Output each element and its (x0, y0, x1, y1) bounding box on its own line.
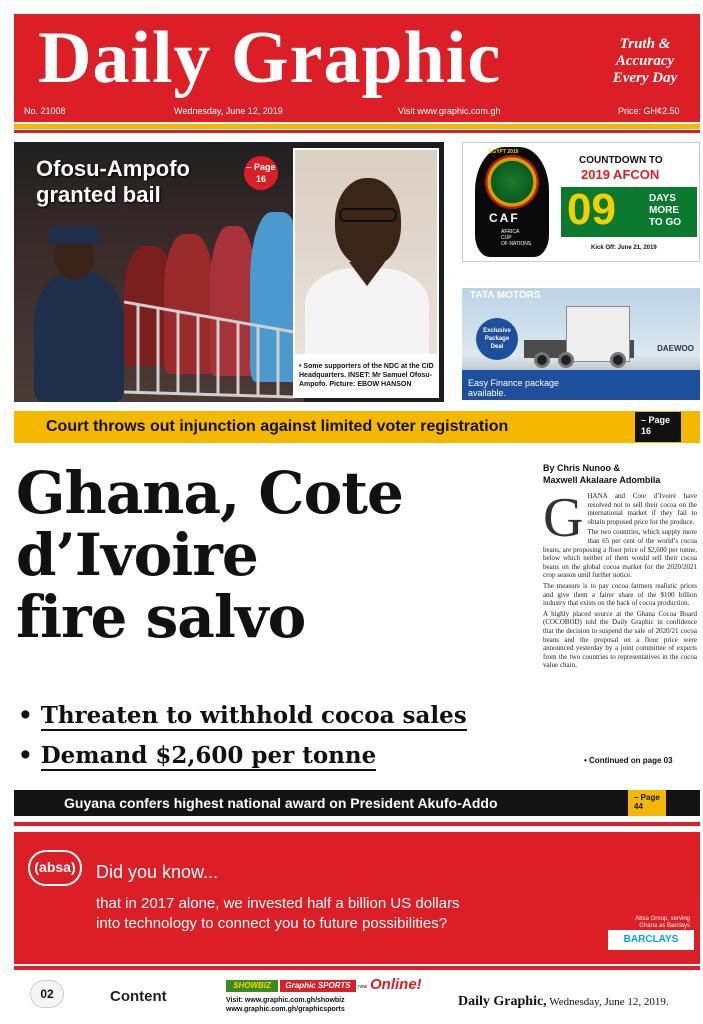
footer-paper-name: Daily Graphic, (458, 994, 547, 1009)
masthead-info-bar (14, 100, 700, 122)
page-number: 16 (255, 174, 266, 184)
online-label: Online! (370, 976, 422, 993)
page-number: 16 (641, 426, 652, 436)
divider (14, 822, 700, 826)
inset-portrait (295, 150, 437, 354)
page-reference-badge[interactable] (244, 156, 278, 190)
barrier-fence (124, 292, 294, 402)
article-body (543, 487, 697, 672)
footer-link[interactable]: Visit: www.graphic.com.gh/showbiz (226, 997, 345, 1004)
badge-line: Exclusive (483, 328, 511, 334)
issue-date: Wednesday, June 12, 2019 (174, 106, 283, 116)
tertiary-headline: Guyana confers highest national award on President Akufo-Addo (64, 795, 498, 811)
absa-ad[interactable] (14, 832, 700, 964)
website-link[interactable]: Visit www.graphic.com.gh (398, 106, 501, 116)
days-label-line: DAYS (649, 193, 676, 204)
paragraph-text: HANA and Cote d’Ivoire have resolved not to sell their cocoa on the international market if they fail to obtain proposed price for the produce. (587, 492, 697, 526)
photo-headline-line: Ofosu-Ampofo (36, 156, 190, 181)
caf-logo (475, 147, 549, 257)
byline-line: Maxwell Akalaare Adombila (543, 475, 661, 485)
byline (543, 462, 660, 486)
byline-line: By Chris Nunoo & (543, 463, 621, 473)
africa-globe-icon (485, 155, 539, 209)
page-reference-badge (635, 412, 681, 442)
barclays-logo: BARCLAYS (608, 930, 694, 950)
days-label-line: TO GO (649, 217, 682, 228)
motto-line: Accuracy (615, 53, 675, 69)
wheel-icon (610, 352, 626, 368)
days-counter (561, 187, 697, 237)
main-headline-line: Ghana, Cote (16, 459, 403, 527)
ad-headline: Did you know... (96, 862, 219, 882)
photo-headline-line: granted bail (36, 182, 161, 207)
headline-bullet: • Threaten to withhold cocoa sales (18, 702, 467, 729)
issue-number: No. 21008 (24, 106, 66, 116)
photo-caption: • Some supporters of the NDC at the CID Headquarters. INSET: Mr Samuel Ofosu-Ampofo. Picture: EBOW HANSON (299, 363, 434, 388)
caf-subtitle-line: OF NATIONS (501, 241, 532, 247)
price: Price: GH¢2.50 (618, 106, 680, 116)
wheel-icon (558, 352, 574, 368)
article-paragraph: The two countries, which supply more than 65 per cent of the world’s cocoa beans, are proposing a floor price of $2,600 per tonne, below which neither of them would sell their cocoa beans on the global cocoa market for the 2020/2021 crop season until further notice. (543, 528, 697, 580)
now-label: now (358, 984, 368, 990)
finance-text (468, 378, 559, 398)
kickoff-date: Kick Off: June 21, 2019 (591, 245, 657, 251)
logo-top-text: EGYPT 2019 (489, 149, 519, 155)
section-label: Content (110, 988, 167, 1005)
daewoo-logo: DAEWOO (657, 344, 694, 353)
page-number-badge: 02 (30, 980, 64, 1008)
main-headline-line: d’Ivoire (16, 521, 258, 589)
finance-line: Easy Finance package (468, 378, 560, 388)
bullet-text: Threaten to withhold cocoa sales (40, 702, 467, 729)
drop-cap: G (543, 487, 584, 549)
footer-dateline (458, 994, 669, 1010)
newspaper-title: Daily Graphic (38, 17, 502, 99)
article-paragraph: The measure is to pay cocoa farmers realistic prices and give them a fairer share of the $100 billion industry that exists on the back of cocoa production. (543, 581, 697, 608)
absa-logo: (absa) (28, 850, 82, 886)
secondary-headline-bar[interactable] (14, 411, 700, 443)
footer-links (226, 996, 345, 1014)
afcon-countdown-ad[interactable] (462, 142, 700, 262)
finance-line: available. (468, 388, 507, 398)
article-paragraph: A highly placed source at the Ghana Cocoa Board (COCOBOD) told the Daily Graphic in confidence that the decision to suspend the sale of 2020/21 cocoa beans and the proposal on a floor price were announced yesterday by a joint committee of experts from the two countries to representatives in the cocoa value chain, (543, 609, 697, 670)
days-label-line: MORE (649, 205, 679, 216)
ad-fineprint (635, 916, 690, 930)
bullet-text: Demand $2,600 per tonne (40, 742, 377, 769)
main-headline-line: fire salvo (16, 583, 306, 651)
police-officer-figure (34, 272, 124, 402)
caf-text: CAF (489, 211, 520, 225)
caf-subtitle (501, 229, 531, 247)
footer-link[interactable]: www.graphic.com.gh/graphicsports (226, 1006, 345, 1013)
continued-link[interactable]: • Continued on page 03 (584, 756, 673, 765)
badge-line: Package (484, 336, 510, 342)
motto-line: Every Day (612, 70, 678, 86)
ad-body (96, 894, 556, 934)
showbiz-logo[interactable]: SHOWBIZ (226, 980, 278, 992)
page-label: – Page (641, 415, 671, 425)
wheel-icon (534, 352, 550, 368)
inset-photo-frame (293, 148, 439, 398)
face-shape (335, 178, 401, 266)
countdown-event: 2019 AFCON (581, 167, 660, 182)
page-label: – Page (246, 162, 276, 172)
page-number: 44 (634, 802, 643, 811)
package-badge (476, 318, 518, 360)
glasses-icon (339, 208, 397, 222)
masthead (14, 14, 700, 122)
footer-date: Wednesday, June 12, 2019. (549, 996, 669, 1008)
photo-headline[interactable] (36, 156, 190, 208)
page-label: – Page (634, 793, 660, 802)
main-headline[interactable] (16, 459, 536, 651)
officer-cap (48, 226, 100, 244)
fineprint-line: Absa Group, serving (635, 916, 690, 922)
headline-bullet: • Demand $2,600 per tonne (18, 742, 377, 769)
tata-brand: TATA MOTORS (470, 290, 541, 301)
countdown-label: COUNTDOWN TO (579, 155, 663, 166)
ad-body-line: into technology to connect you to future possibilities? (96, 915, 448, 932)
fineprint-line: Ghana as Barclays (639, 923, 690, 929)
page-footer (14, 966, 700, 1016)
page-reference-badge (628, 790, 666, 816)
graphic-sports-logo[interactable]: Graphic SPORTS (280, 980, 356, 992)
tata-motors-ad[interactable] (462, 288, 700, 400)
caf-subtitle-line: CUP (501, 235, 512, 241)
days-number: 09 (567, 185, 616, 234)
badge-line: Deal (490, 344, 504, 350)
days-label (649, 193, 681, 229)
ad-body-line: that in 2017 alone, we invested half a billion US dollars (96, 895, 460, 912)
ad-footer (462, 370, 700, 400)
motto-line: Truth & (619, 36, 671, 52)
secondary-headline: Court throws out injunction against limited voter registration (46, 418, 509, 435)
divider (14, 124, 700, 129)
divider (14, 130, 700, 133)
motto (602, 36, 688, 87)
caf-subtitle-line: AFRICA (501, 229, 520, 235)
article-paragraph (543, 487, 697, 549)
tertiary-headline-bar[interactable] (14, 790, 700, 816)
